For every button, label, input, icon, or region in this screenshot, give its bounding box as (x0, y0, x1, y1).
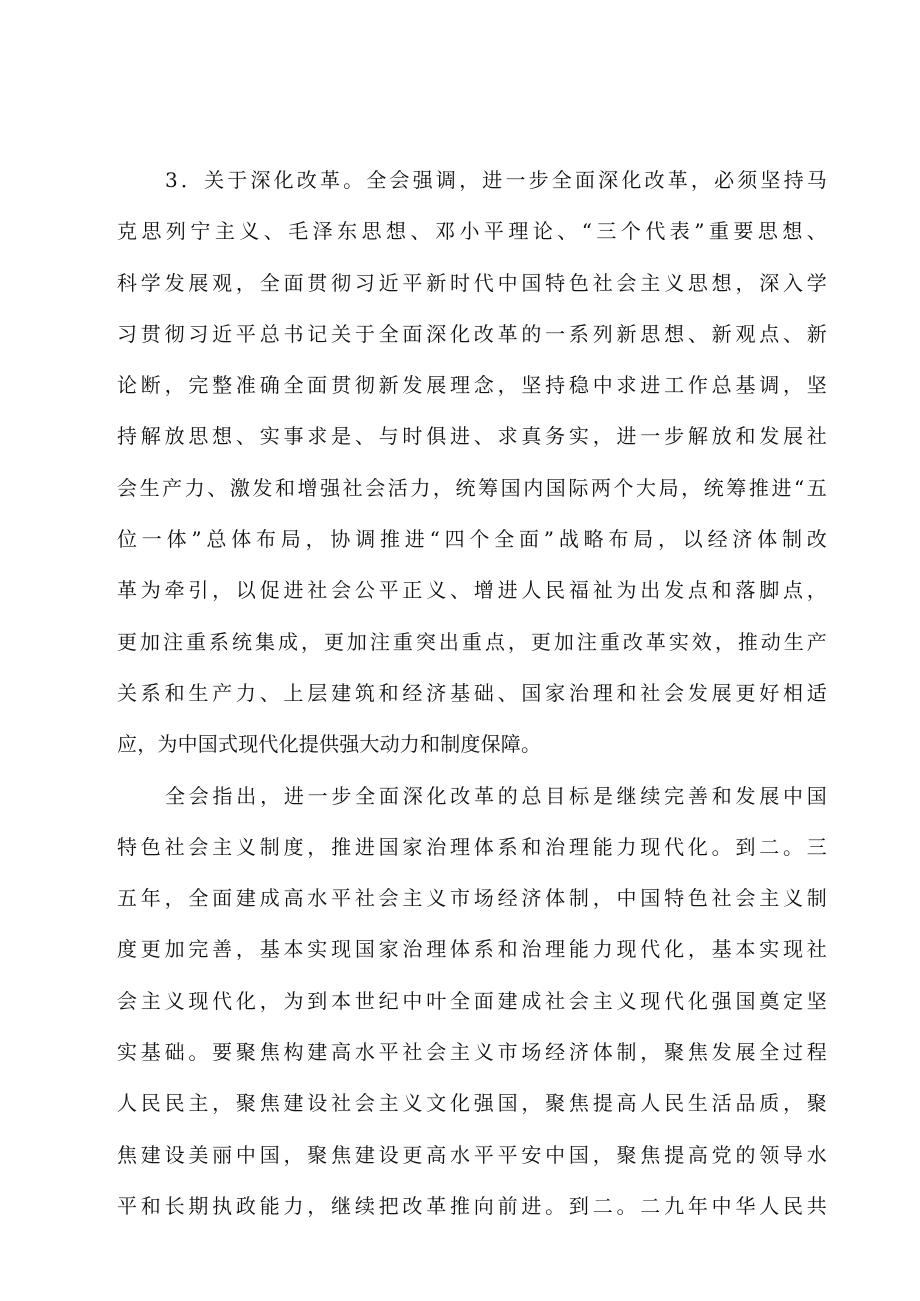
text-line: 科学发展观，全面贯彻习近平新时代中国特色社会主义思想，深入学 (117, 270, 827, 295)
text-line: 克思列宁主义、毛泽东思想、邓小平理论、“三个代表”重要思想、 (117, 219, 827, 244)
text-line: 平和长期执政能力，继续把改革推向前进。到二。二九年中华人民共 (117, 1193, 827, 1218)
text-line: 会生产力、激发和增强社会活力，统筹国内国际两个大局，统筹推进“五 (117, 475, 827, 500)
paragraph-overall-goal (117, 771, 827, 1233)
text-line: 关系和生产力、上层建筑和经济基础、国家治理和社会发展更好相适 (117, 680, 827, 705)
text-line: 会主义现代化，为到本世纪中叶全面建成社会主义现代化强国奠定坚 (117, 988, 827, 1013)
text-line: 革为牵引，以促进社会公平正义、增进人民福祉为出发点和落脚点， (117, 578, 827, 603)
text-line: 全会指出，进一步全面深化改革的总目标是继续完善和发展中国 (165, 783, 827, 808)
text-line: 更加注重系统集成，更加注重突出重点，更加注重改革实效，推动生产 (117, 629, 827, 654)
text-line: 度更加完善，基本实现国家治理体系和治理能力现代化，基本实现社 (117, 937, 827, 962)
paragraph-deepening-reform (117, 155, 827, 771)
text-line: 3．关于深化改革。全会强调，进一步全面深化改革，必须坚持马 (165, 168, 827, 192)
text-line: 论断，完整准确全面贯彻新发展理念，坚持稳中求进工作总基调，坚 (117, 373, 827, 398)
text-line: 位一体”总体布局，协调推进“四个全面”战略布局，以经济体制改 (117, 527, 827, 552)
text-line: 习贯彻习近平总书记关于全面深化改革的一系列新思想、新观点、新 (117, 321, 827, 346)
text-line: 实基础。要聚焦构建高水平社会主义市场经济体制，聚焦发展全过程 (117, 1040, 827, 1065)
text-line: 焦建设美丽中国，聚焦建设更高水平平安中国，聚焦提高党的领导水 (117, 1142, 827, 1167)
text-line: 应，为中国式现代化提供强大动力和制度保障。 (117, 732, 542, 757)
text-line: 人民民主，聚焦建设社会主义文化强国，聚焦提高人民生活品质，聚 (117, 1091, 827, 1116)
document-body (117, 155, 827, 1232)
text-line: 持解放思想、实事求是、与时俱进、求真务实，进一步解放和发展社 (117, 424, 827, 449)
text-line: 五年，全面建成高水平社会主义市场经济体制，中国特色社会主义制 (117, 886, 827, 911)
text-line: 特色社会主义制度，推进国家治理体系和治理能力现代化。到二。三 (117, 834, 827, 859)
